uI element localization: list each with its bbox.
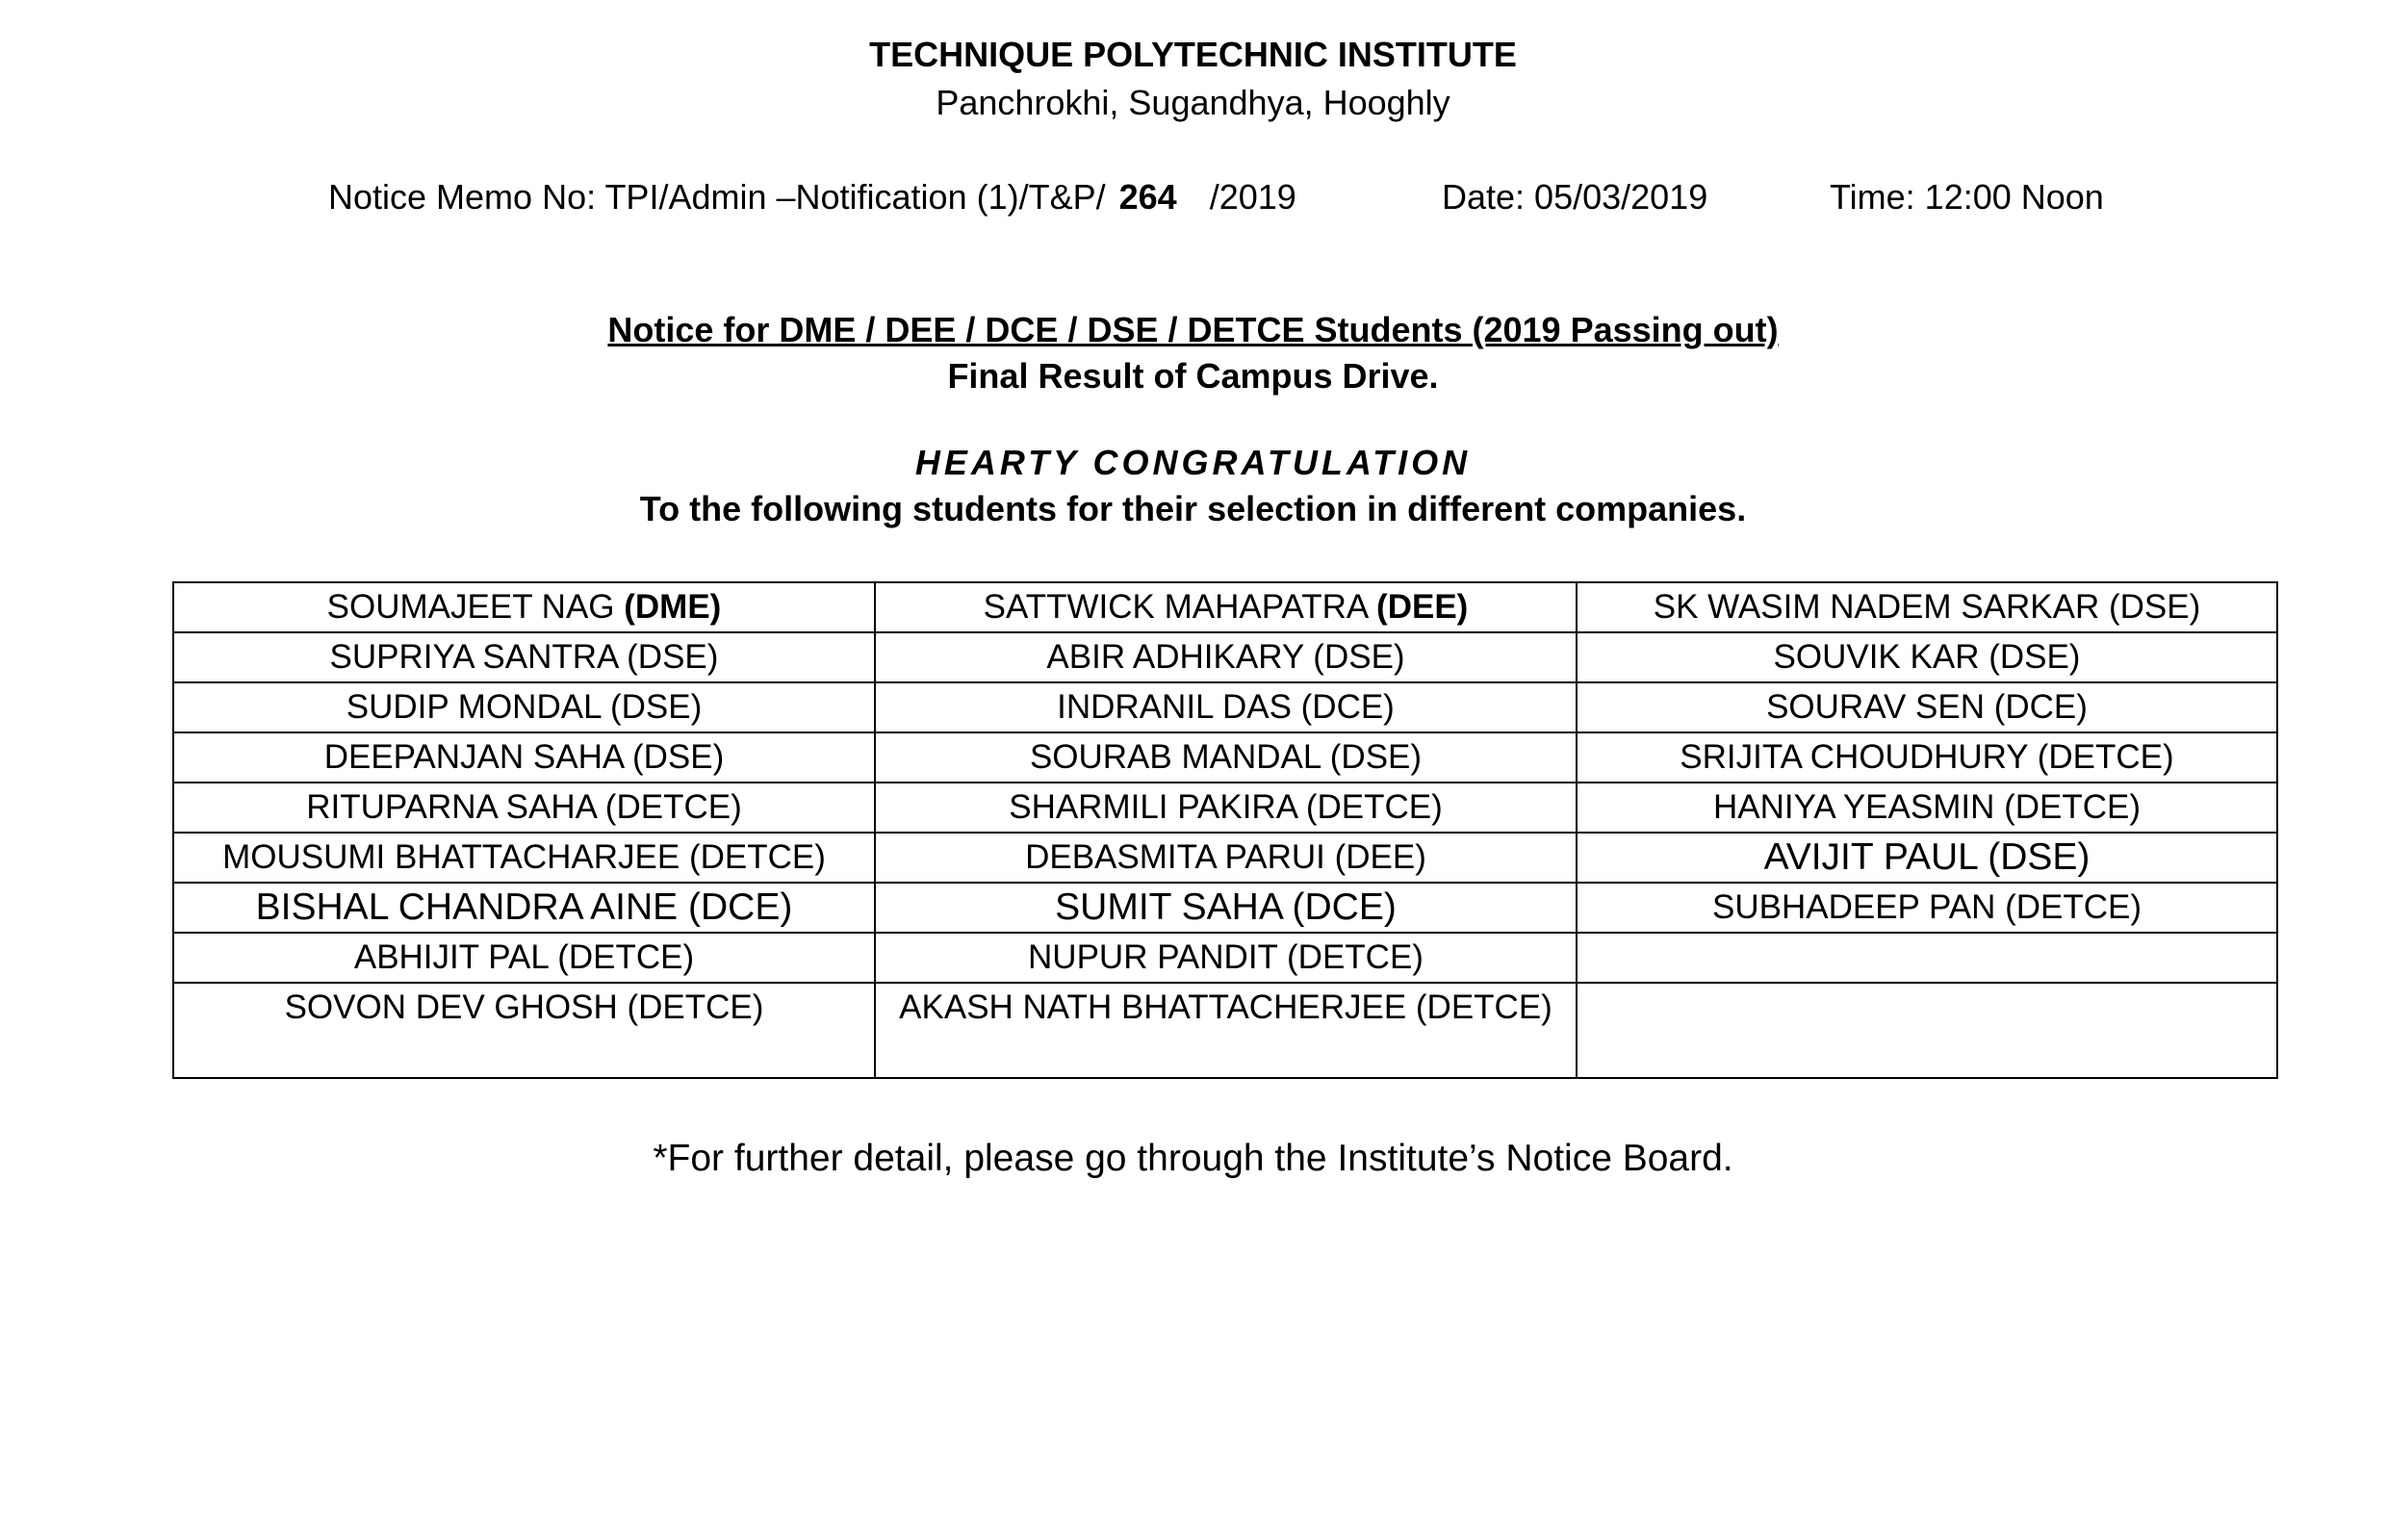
student-cell: SK WASIM NADEM SARKAR (DSE) xyxy=(1577,582,2277,632)
student-cell: RITUPARNA SAHA (DETCE) xyxy=(173,783,875,833)
student-cell: SOUVIK KAR (DSE) xyxy=(1577,632,2277,682)
table-row xyxy=(173,682,2277,732)
student-cell: SUBHADEEP PAN (DETCE) xyxy=(1577,883,2277,933)
student-cell: ABIR ADHIKARY (DSE) xyxy=(875,632,1577,682)
table-row xyxy=(173,983,2277,1078)
empty-cell xyxy=(1577,983,2277,1078)
table-row xyxy=(173,833,2277,883)
student-cell: SOURAV SEN (DCE) xyxy=(1577,682,2277,732)
student-cell: BISHAL CHANDRA AINE (DCE) xyxy=(173,883,875,933)
memo-number: 264 xyxy=(1118,177,1177,217)
table-row xyxy=(173,732,2277,783)
student-cell xyxy=(173,582,875,632)
table-row xyxy=(173,933,2277,983)
student-cell: SOURAB MANDAL (DSE) xyxy=(875,732,1577,783)
student-cell: SUDIP MONDAL (DSE) xyxy=(173,682,875,732)
student-cell: AVIJIT PAUL (DSE) xyxy=(1577,833,2277,883)
table-row xyxy=(173,632,2277,682)
student-cell: ABHIJIT PAL (DETCE) xyxy=(173,933,875,983)
memo-suffix: /2019 xyxy=(1209,177,1296,217)
student-cell: NUPUR PANDIT (DETCE) xyxy=(875,933,1577,983)
student-dept: (DEE) xyxy=(1376,588,1469,626)
notice-time: Time: 12:00 Noon xyxy=(1830,177,2104,217)
student-cell: SHARMILI PAKIRA (DETCE) xyxy=(875,783,1577,833)
empty-cell xyxy=(1577,933,2277,983)
memo-number-line xyxy=(328,177,1296,218)
student-cell: INDRANIL DAS (DCE) xyxy=(875,682,1577,732)
table-row xyxy=(173,582,2277,632)
table-row xyxy=(173,883,2277,933)
congratulation-heading: HEARTY CONGRATULATION xyxy=(914,443,1472,482)
congratulation-subheading: To the following students for their selection in different companies. xyxy=(639,489,1747,528)
student-cell: SUPRIYA SANTRA (DSE) xyxy=(173,632,875,682)
student-cell: DEBASMITA PARUI (DEE) xyxy=(875,833,1577,883)
notice-title: Notice for DME / DEE / DCE / DSE / DETCE Students (2019 Passing out) xyxy=(607,310,1779,349)
institute-address: Panchrokhi, Sugandhya, Hooghly xyxy=(936,83,1450,122)
student-name: SOUMAJEET NAG xyxy=(326,588,615,626)
memo-prefix: Notice Memo No: TPI/Admin –Notification (1)/T&P/ xyxy=(328,177,1106,217)
student-cell xyxy=(875,582,1577,632)
student-cell: AKASH NATH BHATTACHERJEE (DETCE) xyxy=(875,983,1577,1078)
student-dept: (DME) xyxy=(624,588,722,626)
student-cell: MOUSUMI BHATTACHARJEE (DETCE) xyxy=(173,833,875,883)
institute-name: TECHNIQUE POLYTECHNIC INSTITUTE xyxy=(869,35,1517,74)
student-cell: SUMIT SAHA (DCE) xyxy=(875,883,1577,933)
selected-students-table xyxy=(172,581,2278,1079)
footer-note: *For further detail, please go through the Institute’s Notice Board. xyxy=(653,1138,1733,1179)
student-cell: DEEPANJAN SAHA (DSE) xyxy=(173,732,875,783)
notice-subtitle: Final Result of Campus Drive. xyxy=(947,356,1439,396)
notice-date: Date: 05/03/2019 xyxy=(1442,177,1708,217)
student-cell: SRIJITA CHOUDHURY (DETCE) xyxy=(1577,732,2277,783)
student-name: SATTWICK MAHAPATRA xyxy=(983,588,1377,626)
student-cell: SOVON DEV GHOSH (DETCE) xyxy=(173,983,875,1078)
table-row xyxy=(173,783,2277,833)
student-cell: HANIYA YEASMIN (DETCE) xyxy=(1577,783,2277,833)
